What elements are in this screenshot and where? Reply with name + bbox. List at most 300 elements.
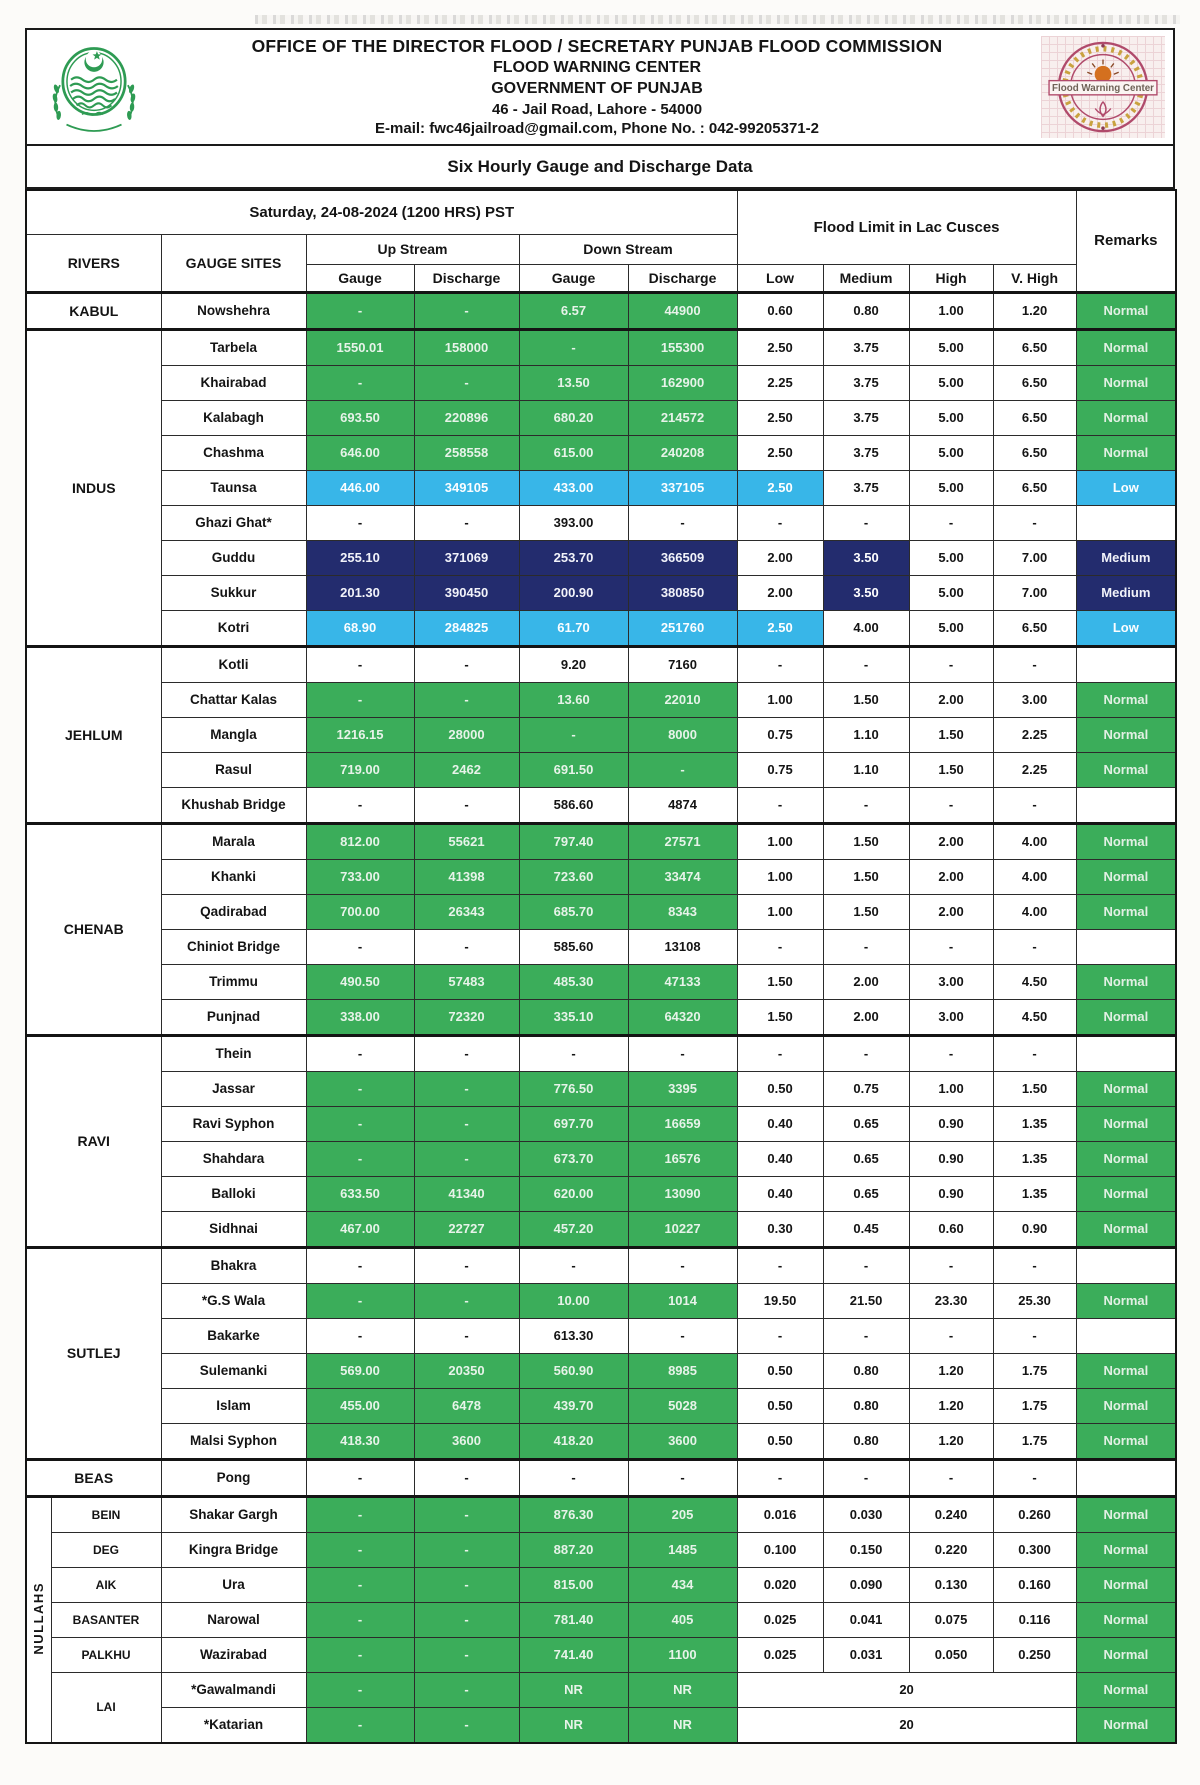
down-discharge-cell: 205	[628, 1496, 737, 1532]
limit-medium-cell: 1.10	[823, 717, 909, 752]
table-row	[26, 717, 1176, 752]
up-discharge-cell: 371069	[414, 540, 519, 575]
limit-vhigh-cell: 1.75	[993, 1353, 1076, 1388]
table-row	[26, 1496, 1176, 1532]
down-discharge-cell: 13090	[628, 1176, 737, 1211]
river-name-cell: JEHLUM	[26, 646, 161, 823]
up-discharge-cell: -	[414, 1071, 519, 1106]
remark-cell: Normal	[1076, 823, 1176, 859]
down-discharge-cell: 240208	[628, 435, 737, 470]
gauge-site-cell: Chattar Kalas	[161, 682, 306, 717]
down-gauge-cell: 10.00	[519, 1283, 628, 1318]
vhigh-header: V. High	[993, 264, 1076, 292]
table-row	[26, 682, 1176, 717]
up-discharge-cell: -	[414, 1141, 519, 1176]
gauge-site-cell: Jassar	[161, 1071, 306, 1106]
up-discharge-cell: -	[414, 1602, 519, 1637]
table-row	[26, 1176, 1176, 1211]
limit-vhigh-cell: 0.300	[993, 1532, 1076, 1567]
remark-cell: Normal	[1076, 894, 1176, 929]
limit-high-cell: 0.220	[909, 1532, 993, 1567]
limit-vhigh-cell: -	[993, 787, 1076, 823]
limit-high-cell: 0.60	[909, 1211, 993, 1247]
limit-low-cell: 1.00	[737, 823, 823, 859]
up-discharge-cell: -	[414, 365, 519, 400]
up-gauge-cell: -	[306, 1141, 414, 1176]
up-discharge-cell: -	[414, 1496, 519, 1532]
limit-low-cell: 2.50	[737, 435, 823, 470]
down-gauge-cell: 485.30	[519, 964, 628, 999]
limit-low-cell: -	[737, 1035, 823, 1071]
up-gauge-cell: -	[306, 292, 414, 329]
down-discharge-cell: 1014	[628, 1283, 737, 1318]
remark-cell: Normal	[1076, 1388, 1176, 1423]
limit-low-cell: 19.50	[737, 1283, 823, 1318]
contact-line: E-mail: fwc46jailroad@gmail.com, Phone No. : 042-99205371-2	[375, 120, 819, 138]
remark-cell: Normal	[1076, 1672, 1176, 1707]
limit-high-cell: 1.00	[909, 1071, 993, 1106]
table-row	[26, 1388, 1176, 1423]
limit-vhigh-cell: 4.00	[993, 823, 1076, 859]
remark-cell: Normal	[1076, 1071, 1176, 1106]
up-discharge-cell: -	[414, 1567, 519, 1602]
up-gauge-cell: 201.30	[306, 575, 414, 610]
limit-vhigh-cell: 3.00	[993, 682, 1076, 717]
limit-high-cell: 5.00	[909, 470, 993, 505]
up-gauge-cell: 1216.15	[306, 717, 414, 752]
punjab-crest-icon	[38, 32, 150, 142]
down-gauge-cell: 741.40	[519, 1637, 628, 1672]
limit-medium-cell: 0.75	[823, 1071, 909, 1106]
limit-high-cell: 5.00	[909, 329, 993, 365]
limit-vhigh-cell: -	[993, 929, 1076, 964]
down-discharge-cell: 162900	[628, 365, 737, 400]
remark-cell: Normal	[1076, 1496, 1176, 1532]
limit-low-cell: 0.50	[737, 1353, 823, 1388]
limit-vhigh-cell: -	[993, 646, 1076, 682]
sub-river-cell: LAI	[51, 1672, 161, 1743]
down-discharge-cell: 44900	[628, 292, 737, 329]
gauge-site-cell: *Gawalmandi	[161, 1672, 306, 1707]
limit-vhigh-cell: 7.00	[993, 575, 1076, 610]
limit-high-cell: 1.20	[909, 1423, 993, 1459]
limit-vhigh-cell: -	[993, 1459, 1076, 1496]
limit-medium-cell: 1.50	[823, 859, 909, 894]
limit-low-cell: 0.30	[737, 1211, 823, 1247]
down-discharge-cell: 251760	[628, 610, 737, 646]
table-row	[26, 329, 1176, 365]
limit-low-cell: 2.50	[737, 329, 823, 365]
table-row	[26, 1672, 1176, 1707]
limit-medium-cell: 0.150	[823, 1532, 909, 1567]
up-discharge-cell: 28000	[414, 717, 519, 752]
limit-medium-cell: 3.50	[823, 575, 909, 610]
up-discharge-cell: -	[414, 1459, 519, 1496]
remark-cell: Normal	[1076, 365, 1176, 400]
limit-vhigh-cell: 0.90	[993, 1211, 1076, 1247]
up-gauge-cell: -	[306, 1071, 414, 1106]
vertical-river-label: NULLAHS	[31, 1581, 47, 1655]
up-gauge-cell: 68.90	[306, 610, 414, 646]
down-discharge-cell: -	[628, 1459, 737, 1496]
sub-river-cell: BEIN	[51, 1496, 161, 1532]
down-gauge-cell: 613.30	[519, 1318, 628, 1353]
limit-medium-cell: 0.65	[823, 1176, 909, 1211]
fwc-logo	[1041, 36, 1165, 138]
up-discharge-cell: -	[414, 929, 519, 964]
up-discharge-cell: 349105	[414, 470, 519, 505]
down-gauge-cell: 887.20	[519, 1532, 628, 1567]
down-discharge-cell: 155300	[628, 329, 737, 365]
up-discharge-cell: 41340	[414, 1176, 519, 1211]
table-row	[26, 470, 1176, 505]
gauge-site-cell: *G.S Wala	[161, 1283, 306, 1318]
down-discharge-cell: 8343	[628, 894, 737, 929]
gauge-site-cell: Ghazi Ghat*	[161, 505, 306, 540]
up-discharge-header: Discharge	[414, 264, 519, 292]
limit-medium-cell: 0.090	[823, 1567, 909, 1602]
office-line: OFFICE OF THE DIRECTOR FLOOD / SECRETARY PUNJAB FLOOD COMMISSION	[251, 36, 943, 57]
table-row	[26, 435, 1176, 470]
limit-medium-cell: 21.50	[823, 1283, 909, 1318]
limit-high-cell: 2.00	[909, 894, 993, 929]
up-discharge-cell: -	[414, 682, 519, 717]
table-row	[26, 859, 1176, 894]
limit-low-cell: 2.00	[737, 575, 823, 610]
limit-vhigh-cell: 0.260	[993, 1496, 1076, 1532]
down-gauge-cell: 815.00	[519, 1567, 628, 1602]
limit-low-cell: 0.40	[737, 1176, 823, 1211]
limit-medium-cell: 3.75	[823, 329, 909, 365]
up-gauge-cell: -	[306, 1532, 414, 1567]
up-discharge-cell: 57483	[414, 964, 519, 999]
limit-high-cell: 5.00	[909, 435, 993, 470]
river-name-cell: CHENAB	[26, 823, 161, 1035]
limit-high-cell: -	[909, 646, 993, 682]
limit-low-cell: 2.50	[737, 400, 823, 435]
down-gauge-cell: 6.57	[519, 292, 628, 329]
down-gauge-cell: NR	[519, 1672, 628, 1707]
limit-high-cell: 0.050	[909, 1637, 993, 1672]
down-discharge-cell: 3395	[628, 1071, 737, 1106]
limit-high-cell: 3.00	[909, 964, 993, 999]
limit-vhigh-cell: 4.50	[993, 999, 1076, 1035]
river-name-cell: KABUL	[26, 292, 161, 329]
limit-vhigh-cell: 0.160	[993, 1567, 1076, 1602]
gauge-site-cell: Punjnad	[161, 999, 306, 1035]
gauge-site-cell: Chiniot Bridge	[161, 929, 306, 964]
down-discharge-cell: NR	[628, 1707, 737, 1743]
river-name-cell	[26, 1496, 51, 1743]
down-discharge-cell: 47133	[628, 964, 737, 999]
limit-low-cell: 0.016	[737, 1496, 823, 1532]
limit-low-cell: -	[737, 1247, 823, 1283]
limit-high-cell: 2.00	[909, 823, 993, 859]
limit-medium-cell: -	[823, 1035, 909, 1071]
limit-vhigh-cell: 1.50	[993, 1071, 1076, 1106]
up-stream-header: Up Stream	[306, 234, 519, 264]
up-gauge-cell: 700.00	[306, 894, 414, 929]
limit-vhigh-cell: 6.50	[993, 329, 1076, 365]
limit-low-cell: 2.50	[737, 470, 823, 505]
gauge-site-cell: Narowal	[161, 1602, 306, 1637]
limit-medium-cell: -	[823, 646, 909, 682]
down-gauge-header: Gauge	[519, 264, 628, 292]
up-discharge-cell: -	[414, 1532, 519, 1567]
down-gauge-cell: 620.00	[519, 1176, 628, 1211]
table-row	[26, 1353, 1176, 1388]
down-gauge-cell: 876.30	[519, 1496, 628, 1532]
up-discharge-cell: -	[414, 292, 519, 329]
limit-low-cell: 0.40	[737, 1106, 823, 1141]
remark-cell: Normal	[1076, 1106, 1176, 1141]
up-discharge-cell: -	[414, 505, 519, 540]
river-name-cell: BEAS	[26, 1459, 161, 1496]
river-name-cell: INDUS	[26, 329, 161, 646]
gauge-site-cell: Rasul	[161, 752, 306, 787]
up-gauge-header: Gauge	[306, 264, 414, 292]
down-gauge-cell: 680.20	[519, 400, 628, 435]
table-row	[26, 400, 1176, 435]
remark-cell: Normal	[1076, 1353, 1176, 1388]
document-title	[25, 146, 1175, 189]
down-discharge-cell: -	[628, 1035, 737, 1071]
limit-low-cell: 2.25	[737, 365, 823, 400]
remark-cell: Medium	[1076, 575, 1176, 610]
down-discharge-cell: 1100	[628, 1637, 737, 1672]
limit-medium-cell: -	[823, 929, 909, 964]
table-row	[26, 1247, 1176, 1283]
remark-cell: Normal	[1076, 1637, 1176, 1672]
limit-medium-cell: 0.031	[823, 1637, 909, 1672]
scan-artifact-strip	[255, 15, 1180, 24]
up-gauge-cell: -	[306, 1637, 414, 1672]
down-gauge-cell: 685.70	[519, 894, 628, 929]
remark-cell: Normal	[1076, 329, 1176, 365]
limit-low-cell: -	[737, 929, 823, 964]
down-discharge-cell: 434	[628, 1567, 737, 1602]
gauge-site-cell: Khairabad	[161, 365, 306, 400]
down-gauge-cell: 418.20	[519, 1423, 628, 1459]
limit-low-cell: 0.025	[737, 1637, 823, 1672]
down-discharge-cell: -	[628, 752, 737, 787]
remark-cell: Normal	[1076, 1567, 1176, 1602]
river-name-cell: SUTLEJ	[26, 1247, 161, 1459]
limit-high-cell: 0.90	[909, 1106, 993, 1141]
table-row	[26, 787, 1176, 823]
remark-cell: Normal	[1076, 999, 1176, 1035]
down-discharge-cell: 4874	[628, 787, 737, 823]
remark-cell: Normal	[1076, 717, 1176, 752]
limit-low-cell: 1.00	[737, 859, 823, 894]
remark-cell: Normal	[1076, 1211, 1176, 1247]
gauge-site-cell: Tarbela	[161, 329, 306, 365]
up-gauge-cell: -	[306, 1707, 414, 1743]
high-header: High	[909, 264, 993, 292]
remark-cell: Normal	[1076, 435, 1176, 470]
remark-cell	[1076, 1459, 1176, 1496]
down-discharge-cell: 22010	[628, 682, 737, 717]
remark-cell	[1076, 1035, 1176, 1071]
table-row	[26, 894, 1176, 929]
limit-vhigh-cell: 6.50	[993, 400, 1076, 435]
up-discharge-cell: -	[414, 1637, 519, 1672]
table-row	[26, 575, 1176, 610]
remark-cell: Normal	[1076, 1532, 1176, 1567]
limit-low-cell: 0.75	[737, 717, 823, 752]
limit-low-cell: 1.50	[737, 999, 823, 1035]
up-gauge-cell: -	[306, 1283, 414, 1318]
up-gauge-cell: 338.00	[306, 999, 414, 1035]
limit-high-cell: -	[909, 1035, 993, 1071]
gauge-site-cell: Qadirabad	[161, 894, 306, 929]
limit-high-cell: -	[909, 1459, 993, 1496]
table-header-row-1	[26, 190, 1176, 234]
limit-vhigh-cell: 6.50	[993, 365, 1076, 400]
table-row	[26, 752, 1176, 787]
limit-vhigh-cell: 4.50	[993, 964, 1076, 999]
up-gauge-cell: 490.50	[306, 964, 414, 999]
medium-header: Medium	[823, 264, 909, 292]
down-discharge-cell: 5028	[628, 1388, 737, 1423]
rivers-header: RIVERS	[26, 234, 161, 292]
letterhead-text	[153, 35, 1041, 138]
table-row	[26, 1035, 1176, 1071]
government-line: GOVERNMENT OF PUNJAB	[491, 79, 703, 97]
down-gauge-cell: 797.40	[519, 823, 628, 859]
gauge-site-cell: Malsi Syphon	[161, 1423, 306, 1459]
table-row	[26, 1637, 1176, 1672]
up-gauge-cell: 569.00	[306, 1353, 414, 1388]
limit-vhigh-cell: 6.50	[993, 610, 1076, 646]
down-discharge-cell: 337105	[628, 470, 737, 505]
limit-low-cell: -	[737, 1318, 823, 1353]
limit-high-cell: 1.50	[909, 717, 993, 752]
remark-cell	[1076, 787, 1176, 823]
remark-cell: Normal	[1076, 1602, 1176, 1637]
table-row	[26, 1318, 1176, 1353]
limit-vhigh-cell: 1.35	[993, 1176, 1076, 1211]
gauge-site-cell: Sukkur	[161, 575, 306, 610]
gauge-site-cell: Kotli	[161, 646, 306, 682]
table-row	[26, 1423, 1176, 1459]
limit-medium-cell: -	[823, 787, 909, 823]
down-gauge-cell: 200.90	[519, 575, 628, 610]
table-row	[26, 1459, 1176, 1496]
up-discharge-cell: -	[414, 1247, 519, 1283]
down-gauge-cell: 723.60	[519, 859, 628, 894]
remarks-header: Remarks	[1076, 190, 1176, 292]
limit-high-cell: 5.00	[909, 575, 993, 610]
limit-medium-cell: 0.65	[823, 1106, 909, 1141]
table-row	[26, 540, 1176, 575]
up-discharge-cell: -	[414, 1318, 519, 1353]
remark-cell: Normal	[1076, 682, 1176, 717]
table-row	[26, 292, 1176, 329]
down-discharge-cell: 64320	[628, 999, 737, 1035]
gauge-site-cell: Ura	[161, 1567, 306, 1602]
up-gauge-cell: 693.50	[306, 400, 414, 435]
limit-high-cell: 5.00	[909, 610, 993, 646]
limit-low-cell: 0.40	[737, 1141, 823, 1176]
down-discharge-cell: 366509	[628, 540, 737, 575]
table-row	[26, 1141, 1176, 1176]
up-discharge-cell: 72320	[414, 999, 519, 1035]
limit-vhigh-cell: 1.35	[993, 1106, 1076, 1141]
remark-cell: Normal	[1076, 400, 1176, 435]
remark-cell: Normal	[1076, 1283, 1176, 1318]
table-row	[26, 1532, 1176, 1567]
down-gauge-cell: 433.00	[519, 470, 628, 505]
gauge-site-cell: Islam	[161, 1388, 306, 1423]
report-datetime: Saturday, 24-08-2024 (1200 HRS) PST	[26, 190, 737, 234]
limit-medium-cell: 2.00	[823, 999, 909, 1035]
table-row	[26, 823, 1176, 859]
down-gauge-cell: 439.70	[519, 1388, 628, 1423]
gauge-site-cell: Shahdara	[161, 1141, 306, 1176]
flood-limit-header: Flood Limit in Lac Cusces	[737, 190, 1076, 264]
limit-medium-cell: 0.80	[823, 292, 909, 329]
down-gauge-cell: 61.70	[519, 610, 628, 646]
down-gauge-cell: 586.60	[519, 787, 628, 823]
down-discharge-cell: 13108	[628, 929, 737, 964]
limit-low-cell: -	[737, 505, 823, 540]
down-discharge-cell: 7160	[628, 646, 737, 682]
up-discharge-cell: -	[414, 646, 519, 682]
up-gauge-cell: -	[306, 1106, 414, 1141]
up-gauge-cell: 467.00	[306, 1211, 414, 1247]
limit-high-cell: -	[909, 787, 993, 823]
down-gauge-cell: 393.00	[519, 505, 628, 540]
limit-high-cell: -	[909, 1247, 993, 1283]
letterhead	[25, 28, 1175, 146]
limit-high-cell: 5.00	[909, 400, 993, 435]
limit-high-cell: 1.20	[909, 1388, 993, 1423]
table-row	[26, 1567, 1176, 1602]
remark-cell: Normal	[1076, 859, 1176, 894]
limit-high-cell: 5.00	[909, 540, 993, 575]
limit-low-cell: 1.00	[737, 682, 823, 717]
down-gauge-cell: NR	[519, 1707, 628, 1743]
down-discharge-cell: 8985	[628, 1353, 737, 1388]
down-discharge-cell: 214572	[628, 400, 737, 435]
up-gauge-cell: -	[306, 505, 414, 540]
limit-low-cell: 0.75	[737, 752, 823, 787]
limit-medium-cell: 0.041	[823, 1602, 909, 1637]
table-row	[26, 646, 1176, 682]
remark-cell	[1076, 929, 1176, 964]
remark-cell	[1076, 505, 1176, 540]
limit-medium-cell: -	[823, 505, 909, 540]
gauge-site-cell: Trimmu	[161, 964, 306, 999]
up-discharge-cell: -	[414, 1707, 519, 1743]
remark-cell: Low	[1076, 610, 1176, 646]
low-header: Low	[737, 264, 823, 292]
limit-vhigh-cell: 1.35	[993, 1141, 1076, 1176]
up-gauge-cell: -	[306, 682, 414, 717]
gauge-site-cell: Marala	[161, 823, 306, 859]
limit-low-cell: 1.00	[737, 894, 823, 929]
punjab-govt-logo	[35, 32, 153, 142]
down-gauge-cell: 697.70	[519, 1106, 628, 1141]
limit-medium-cell: -	[823, 1459, 909, 1496]
sub-river-cell: AIK	[51, 1567, 161, 1602]
flood-limit-merged-cell: 20	[737, 1707, 1076, 1743]
up-gauge-cell: 733.00	[306, 859, 414, 894]
up-gauge-cell: -	[306, 1035, 414, 1071]
remark-cell: Normal	[1076, 752, 1176, 787]
remark-cell: Medium	[1076, 540, 1176, 575]
